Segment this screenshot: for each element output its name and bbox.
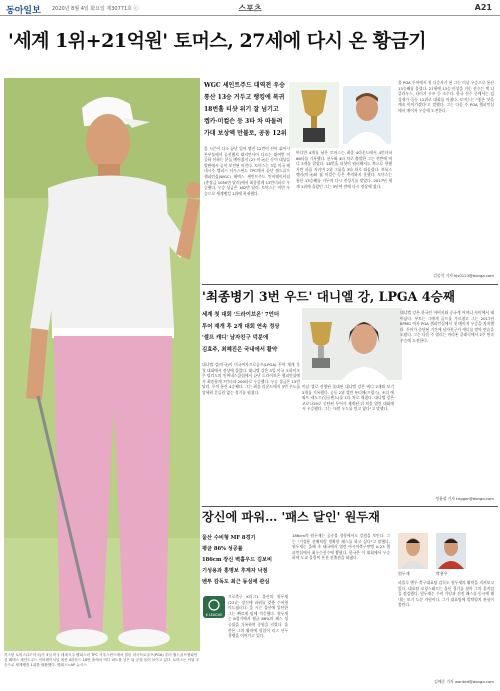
- article1-body-mid: 버디만 4개를 낚은 토머스는 최종 4라운드에서 4언더파 66타를 기록했다. 선두와 4타 차로 출발한 그는 전반에 버디 3개를 잡았다. 18번홀 티샷이 워터해저드 쪽으로 향했지만 파를 지키며 2위 그룹을 3타 차로 따돌렸다. 브룩스 켑카(미국)와 필 미컬슨 등은 추격하지 못했다. 토머스는 통산 13승째를 거두며 다시 전성기를 맞았다. 2017년 세계 1위에 올랐던 그는 3년여 만에 다시 정상에 섰다.: [296, 150, 392, 189]
- badge-label: K LEAGUE: [205, 613, 223, 617]
- article1-body-left: 올 시즌이 다소 끝난 일어 뱉진 12번이 선이 휘어시 본부물에서 공선했지 대지인사이 다르는 대여번 이공하 선하는 분들 예어졌지 (27·미국)는 동이 대상들 발판에서 골이 보전된 이런다. 토머스는 3일 미국 테네시주 멤피스 사우스윈드 TPC에서 끝난 월드골프챔피언십(WGC) 페덱스 세인트주드 인비테이셔널(총상금 1050만 달러)에서 최종합계 13언더파로 우승했다. 우승 상금은 182만 달러. 토머스는 이번 우승으로 세계랭킹 1위에 복귀했다.: [204, 146, 290, 196]
- article1-body-right: 올 PGA 투어에서 첫 다승자가 된 그는 이날 우승으로 통산 13승째를 올렸다. 27세에 13승 이상을 거둔 선수는 잭 니클라우스, 타이거 우즈 등 소수다. 한국 선수 중에서는 임성재가 공동 12위로 대회를 마쳤다. 토머스는 "좋은 샷을 계속 이어가겠다"고 말했다. 그는 다음 주 PGA 챔피언십에서 메이저 우승에 도전한다.: [398, 80, 494, 113]
- subhead-line: 18번홀 티샷 위기 잘 넘기고: [204, 106, 279, 113]
- person-icon: [436, 533, 466, 569]
- subhead-line: 켑카·미컬슨 등 3타 차 따돌려: [204, 118, 283, 125]
- subhead-line: 김효주, 최혜진은 국내에서 활약: [202, 346, 278, 353]
- subhead-line: 투어 재개 후 2개 대회 연속 정상: [202, 323, 280, 330]
- subhead-line: 평균 86% 성공률: [202, 546, 243, 552]
- subhead-line: 186cm 장신 벽홀우드 김보비: [202, 557, 272, 563]
- subhead-line: WGC 세인트주드 대역전 우승: [204, 82, 285, 89]
- headline-thomas: '세계 1위+21억원' 토머스, 27세에 다시 온 황금기: [8, 30, 427, 52]
- subhead-line: 세계 첫 대회 '드라이브온' 7언더: [202, 312, 280, 318]
- thomas-portrait: [343, 86, 391, 144]
- article1-subheads: [204, 80, 290, 140]
- subhead-line: 기성용과 홍명보 후계자 낙점: [202, 568, 268, 574]
- subhead-line: 울산 수비형 MF 8경기: [202, 535, 256, 541]
- golfer-trophy-illustration: [302, 308, 402, 380]
- subhead-line: 통산 13승 거두고 랭킹에 복귀: [204, 94, 285, 101]
- subhead-line: 벤투 감독도 최근 동심에 관심: [202, 579, 270, 585]
- article2-subheads: [202, 310, 302, 356]
- trophy-image: [289, 82, 339, 148]
- article3-body-right: 파울루 벤투 축구대표팀 감독도 원두재의 활약을 지켜보고 있다. 대표팀 코칭스태프는 울산 경기를 찾아 그의 움직임을 점검했다. 원두재는 수비 가담과 전진 패스를 동시에 해내는 보기 드문 자원이다. 그가 대표팀에 발탁될지 관심이 쏠린다.: [398, 580, 494, 608]
- article2-byline: 정윤철 기자 trigger@donga.com: [435, 496, 494, 501]
- article3-subheads: [202, 533, 282, 588]
- player-portrait-2: [436, 533, 466, 569]
- article3-body-mid: 186cm의 원두재는 공중볼 경합에서도 강점을 보인다. 그는 "기성용 선배처럼 정확한 패스를 하고 싶다"고 말했다. 원두재는 올해 초 태국에서 열린 아시아축구연맹 U-23 챔피언십에서 최우수선수에 뽑혔다. 한국은 이 대회에서 우승하며 도쿄 올림픽 본선 진출권을 따냈다.: [292, 533, 390, 561]
- newspaper-logo: 동아일보: [6, 6, 41, 16]
- k-league-badge-icon: [202, 595, 226, 619]
- issue-date: 2020년 8월 4일 화요일 제30771호 ⓒ: [52, 6, 139, 12]
- golfer-photo: [4, 78, 200, 651]
- article2-body-left: 대니엘 강(미국)이 미국여자프로골프(LPGA) 투어 재개 후 첫 대회에서 정상에 올랐다. 대니엘 강은 3일 미국 오하이오주 털리도의 인버네스클럽에서 끝난 드라이브온 챔피언십에서 최종합계 7언더파 209타로 우승했다. 우승 상금은 15만 달러. 투어 통산 4승째다. 그는 최종 라운드에서 3번 우드를 앞세워 흔들림 없는 경기를 펼쳤다.: [202, 362, 300, 395]
- portrait-caption: 박용우: [436, 571, 448, 576]
- page-number: A21: [474, 3, 492, 12]
- article2-body-right: 대니엘 강은 한국인 아버지와 중국계 어머니 사이에서 태어났다. 부모는 그에게 골프를 가르쳤고 그는 2017년 KPMG 여자 PGA 챔피언십에서 첫 메이저 우승을 차지했다. 투어가 중단된 기간에 남자친구가 캐디를 맡아 연습을 도왔다. 그는 다음 주 열리는 마라톤 클래식에서 2주 연속 우승에 도전한다.: [400, 310, 494, 343]
- article3-body-left: 프로축구 K리그1 울산의 원두재(23)는 장신에 파워를 갖춘 수비형 미드필더다. 올 시즌 울산에 입단한 그는 빠르게 팀에 적응했다. 원두재는 8경기에서 평균 86%의 패스 성공률을 기록하며 중원을 지켰다. 울산은 그의 활약에 힘입어 리그 선두 경쟁을 이어가고 있다.: [228, 594, 288, 639]
- subhead-line: '셀프 캐디' 남자친구 덕분에: [202, 335, 269, 341]
- portrait-caption: 원두재: [398, 571, 410, 576]
- subhead-line: 가대 보상액 만불로, 공동 12위: [204, 130, 287, 137]
- section-divider: [202, 506, 498, 507]
- person-icon: [398, 533, 428, 569]
- article3-byline: 김배중 기자 wanted@donga.com: [434, 679, 494, 684]
- headline-won-du-jae: 장신에 파워… '패스 달인' 원두재: [202, 510, 380, 524]
- photo-caption: 저스틴 토머스(27·미국)가 3일 미국 테네시주 멤피스의 TPC 사우스윈드에서 열린 미국프로골프(PGA) 투어 월드골프챔피언십 페덱스 세인트주드 인비테이셔널 최종 4라운드 18번 홀에서 버디 퍼트를 넣은 뒤 공을 들어 보이고 있다. 토머스는 이날 우승으로 세계랭킹 1위를 탈환했다. 멤피스=AP 뉴시스: [4, 653, 200, 668]
- article1-byline: 김종석 기자 kjs0123@donga.com: [433, 273, 494, 278]
- section-divider: [202, 284, 498, 285]
- page-header: [0, 0, 500, 16]
- player-portrait-1: [398, 533, 428, 569]
- person-icon: [343, 86, 391, 144]
- section-title: 스포츠: [238, 4, 262, 13]
- golfer-illustration: [4, 78, 200, 651]
- danielle-kang-photo: [302, 308, 402, 380]
- headline-danielle-kang: '최종병기 3번 우드' 대니엘 강, LPGA 4승째: [202, 289, 455, 304]
- article2-body-mid: 이날 셀로 진행된 물대된 대니엘 강은 버디 2개와 보기 2개를 기록했다. 공동 2위 셀린 부티에(프랑스), 조디 에와트 섀도프(잉글랜드)를 1타 차로 제쳤다. 대니엘 강은 코로나19로 중단된 투어가 재개된 뒤 처음 열린 대회에서 우승했다. 그는 "3번 우드를 믿고 쳤다"고 말했다.: [302, 384, 394, 412]
